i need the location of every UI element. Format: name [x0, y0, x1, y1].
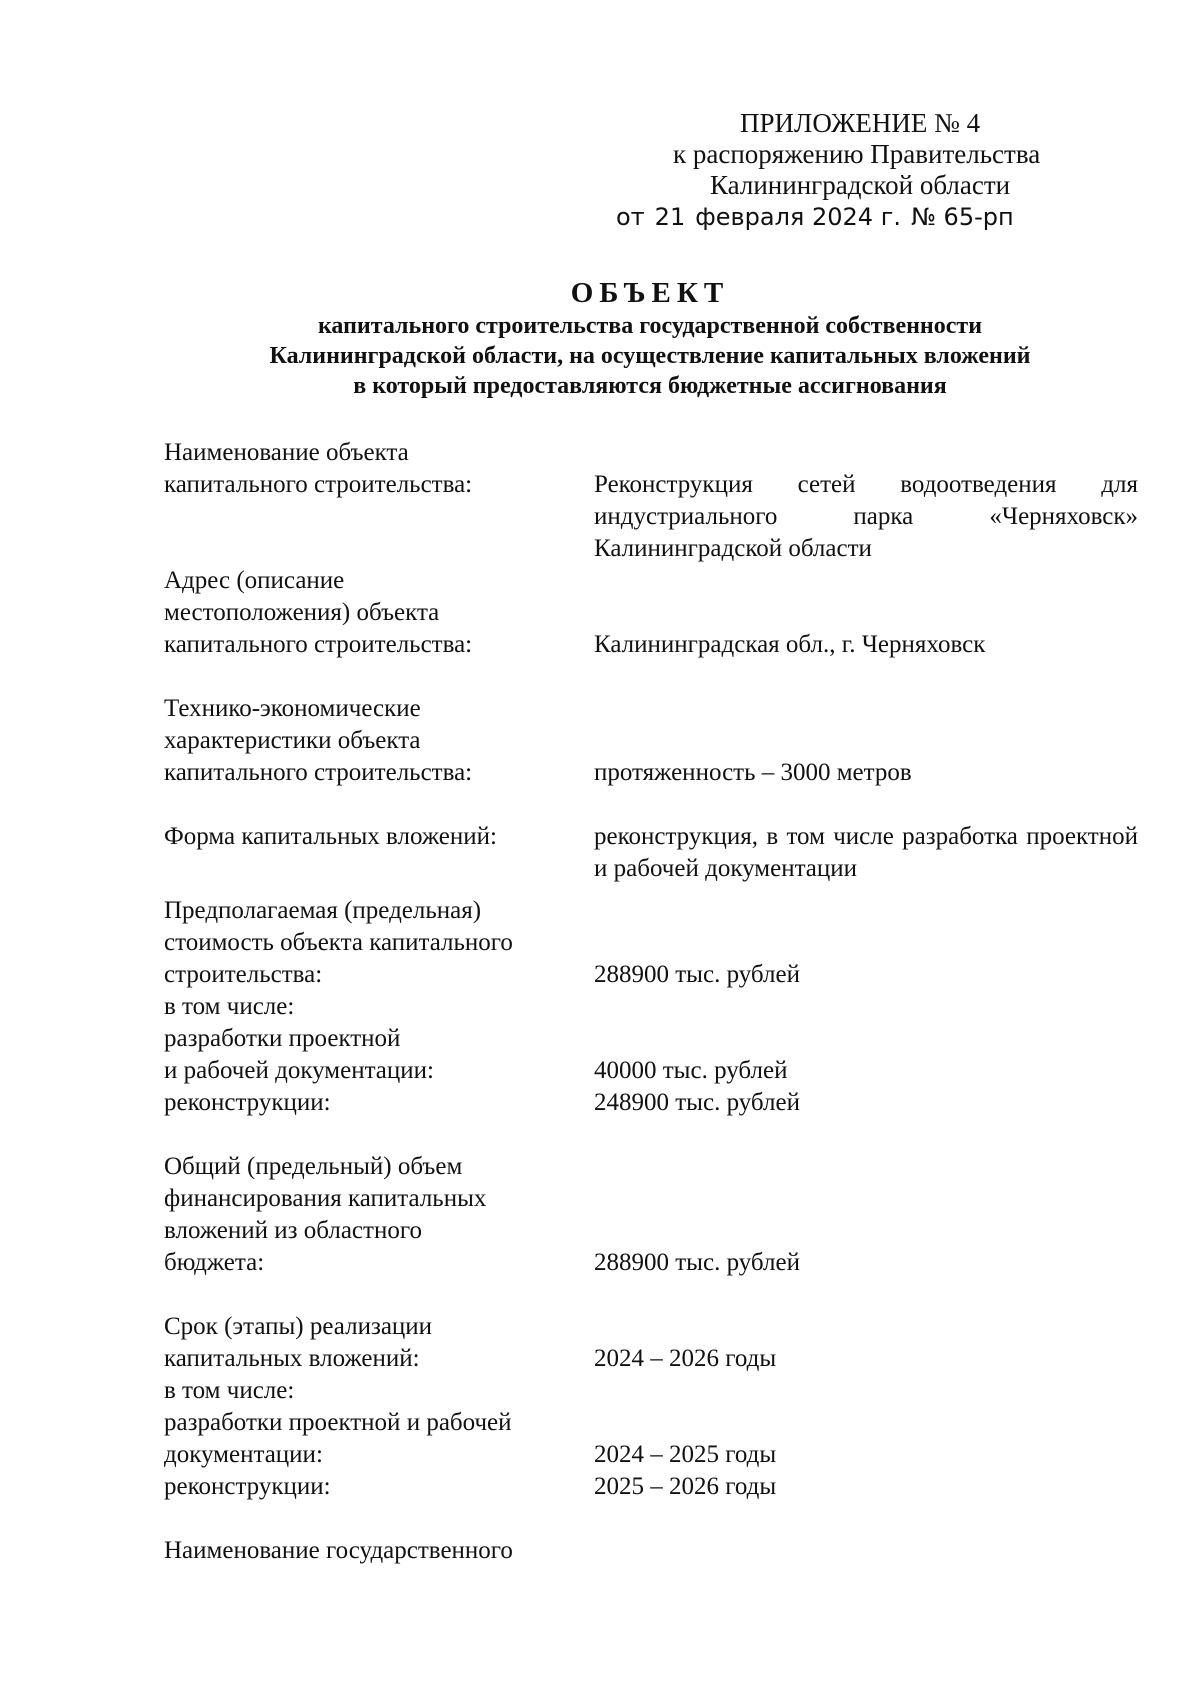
appendix-number: ПРИЛОЖЕНИЕ № 4 [740, 108, 981, 138]
date-month-year: февраля 2024 г. [695, 203, 901, 231]
row-tech-characteristics [164, 693, 1138, 789]
value-estimated-cost: 288900 тыс. рублей [594, 961, 800, 988]
value-implementation-term: 2024 – 2026 годы [594, 1345, 777, 1372]
label-customer-name: Наименование государственного [164, 1537, 513, 1564]
object-details [164, 437, 1138, 1567]
value-object-name: Реконструкция сетей водоотведения для индустриального парка «Черняховск» Калининградской области [594, 471, 1138, 562]
label-term-including: в том числе: [164, 1377, 295, 1404]
label-cost-reconstruction: реконструкции: [164, 1089, 331, 1116]
date-prefix: от [616, 203, 645, 231]
row-customer-name [164, 1535, 1138, 1567]
label-cost-including: в том числе: [164, 993, 295, 1020]
row-address [164, 565, 1138, 661]
title-line-2: Калининградской области, на осуществление капитальных вложений [269, 343, 1031, 369]
row-funding-volume [164, 1151, 1138, 1279]
row-term-design [164, 1407, 1138, 1471]
row-investment-form [164, 821, 1138, 885]
document-title [200, 275, 1100, 401]
date-day: 21 [654, 203, 686, 231]
label-estimated-cost: Предполагаемая (предельная) стоимость объекта капитального строительства: [164, 897, 513, 988]
label-term-design: разработки проектной и рабочей документации: [164, 1409, 512, 1468]
row-cost-design [164, 1023, 1138, 1087]
row-implementation-term [164, 1311, 1138, 1375]
label-funding-volume: Общий (предельный) объем финансирования капитальных вложений из областного бюджета: [164, 1153, 487, 1276]
title-line-3: в который предоставляются бюджетные ассигнования [353, 373, 947, 399]
order-number: № 65-рп [910, 203, 1014, 231]
title-word: ОБЪЕКТ [570, 277, 730, 309]
order-reference: к распоряжению Правительства [673, 139, 1041, 169]
order-date-line [560, 202, 1200, 233]
value-funding-volume: 288900 тыс. рублей [594, 1249, 800, 1276]
label-cost-design: разработки проектной и рабочей документации: [164, 1025, 434, 1084]
row-cost-including [164, 991, 1138, 1023]
value-cost-reconstruction: 248900 тыс. рублей [594, 1089, 800, 1116]
value-term-design: 2024 – 2025 годы [594, 1441, 777, 1468]
row-cost-reconstruction [164, 1087, 1138, 1119]
row-estimated-cost [164, 895, 1138, 991]
label-tech-characteristics: Технико-экономические характеристики объекта капитального строительства: [164, 695, 473, 786]
label-object-name: Наименование объекта капитального строительства: [164, 439, 473, 498]
label-investment-form: Форма капитальных вложений: [164, 823, 497, 850]
value-term-reconstruction: 2025 – 2026 годы [594, 1473, 777, 1500]
label-implementation-term: Срок (этапы) реализации капитальных вложений: [164, 1313, 433, 1372]
label-term-reconstruction: реконструкции: [164, 1473, 331, 1500]
row-object-name [164, 437, 1138, 565]
label-address: Адрес (описание местоположения) объекта капитального строительства: [164, 567, 473, 658]
value-cost-design: 40000 тыс. рублей [594, 1057, 788, 1084]
row-term-reconstruction [164, 1471, 1138, 1503]
row-term-including [164, 1375, 1138, 1407]
value-address: Калининградская обл., г. Черняховск [594, 631, 986, 658]
appendix-header [560, 108, 1200, 233]
region-name: Калининградской области [710, 170, 1011, 200]
value-investment-form: реконструкция, в том числе разработка проектной и рабочей документации [594, 823, 1138, 882]
title-line-1: капитального строительства государственной собственности [317, 313, 983, 339]
value-tech-characteristics: протяженность – 3000 метров [594, 759, 912, 786]
